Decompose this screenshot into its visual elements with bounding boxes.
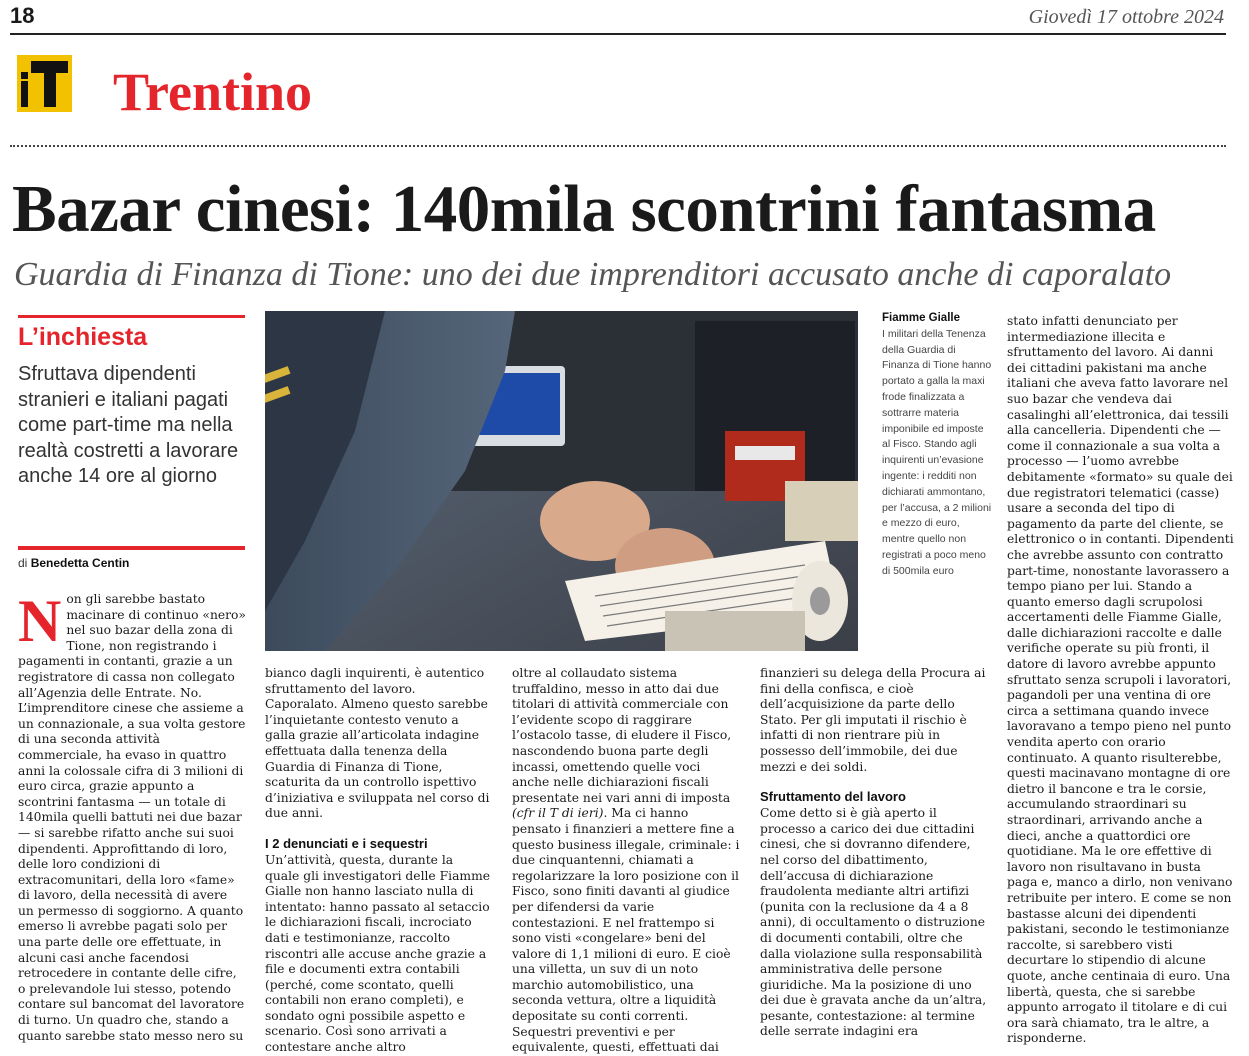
byline-author: Benedetta Centin [30, 556, 130, 570]
photo-illustration [265, 311, 858, 651]
article-column-3 [512, 666, 740, 1056]
column-2-text-continued: Un’attività, questa, durante la quale gli investigatori delle Fiamme Gialle non hanno lasciato nulla di intentato: hanno passato al setaccio le dichiarazioni fiscali, incrociato dati e testimonianze, raccolto riscontri alle accuse anche grazie a file e documenti extra contabili (perché, come scontato, quelli contabili non erano completi), e sondato ogni possibile aspetto e scenario. Così sono arrivati a contestare anche altro [265, 852, 491, 1055]
article-photo [265, 311, 858, 651]
dotted-divider [10, 145, 1226, 147]
caption-title: Fiamme Gialle [882, 312, 960, 324]
column-5-text: stato infatti denunciato per intermediazione illecita e sfruttamento del lavoro. Ai danni dei cittadini pakistani ma anche italiani che aveva fatto lavorare nel suo bazar che vendeva dai casalinghi all’elettronica, dai tessili alla cancelleria. Dipendenti che — come il connazionale a sua volta a processo — l’uomo avrebbe debitamente «formato» su quale dei due registratori telematici (casse) usare a seconda del tipo di pagamento da parte del cliente, se elettronico o in contanti. Dipendenti che avrebbe assunto con contratto part-time, nonostante lavorassero a tempo piano per lui. Stando a quanto emerso dagli scrupolosi accertamenti delle Fiamme Gialle, dalle dichiarazioni raccolte e dalle verifiche operate su più fronti, il datore di lavoro avrebbe appunto sfruttato senza scrupoli i lavoratori, pagandoli per una ventina di ore circa a settimana quando invece lavoravano a tempo pieno nel punto vendita aperto con orario continuato. A quanto risulterebbe, questi macinavano montagne di ore dietro il bancone e tra le corsie, accumulando straordinari su straordinari, arrivando anche a dieci, anche a quattordici ore quotidiane. Ma le ore effettive di lavoro non risultavano in busta paga e, manco a dirlo, non venivano retribuite per intero. E come se non bastasse alcuni dei dipendenti pakistani, secondo le testimonianze raccolte, si sarebbero visti decurtare lo stipendio di alcune quote, anche centinaia di euro. Una libertà, questa, che si sarebbe appunto arrogato il titolare e di cui ora sarà chiamato, tra le altre, a risponderne. [1007, 314, 1234, 1046]
article-column-4 [760, 666, 990, 1040]
subheadline: Guardia di Finanza di Tione: uno dei due imprenditori accusato anche di caporalato [14, 256, 1172, 293]
article-column-1 [18, 588, 246, 1044]
column-1-text: on gli sarebbe bastato macinare di continuo «nero» nel suo bazar della zona di Tione, non registrando i pagamenti in contanti, grazie a un registratore di cassa non collegato all’Agenzia delle Entrate. No. L’imprenditore cinese che assieme a un connazionale, a sua volta gestore di una seconda attività commerciale, ha evaso in quattro anni la colossale cifra di 3 milioni di euro circa, grazie appunto a scontrini fantasma — un totale di 140mila quelli battuti nei due bazar — si sarebbe rifatto anche sui suoi dipendenti. Approfittando di loro, delle loro condizioni di extracomunitari, della loro «fame» di lavoro, della necessità di avere un permesso di soggiorno. A quanto emerso li avrebbe pagati solo per una parte delle ore effettuate, in alcuni casi anche facendosi retrocedere in contante delle cifre, o prelevandole lui stesso, potendo contare sul bancomat del lavoratore di turno. Un quadro che, stando a quanto sarebbe stato messo nero su [18, 592, 246, 1043]
column-2-subheading: I 2 denunciati e i sequestri [265, 835, 428, 851]
column-3-text-b: . Ma ci hanno pensato i finanzieri a mettere fine a questo business illegale, criminale: i due cinquantenni, chiamati a regolarizzare la loro posizione con il Fisco, sono finiti davanti al giudice per difendersi da varie contestazioni. E nel frattempo si sono visti «congelare» beni del valore di 1,1 milioni di euro. E cioè una villetta, un suv di un noto marchio automobilistico, una seconda vettura, oltre a liquidità depositate su conti correnti. Sequestri preventivi e per equivalente, questi, effettuati dai [512, 806, 740, 1055]
article-column-2 [265, 666, 491, 1056]
article-column-5 [1007, 314, 1235, 1047]
sidebar-label: L’inchiesta [18, 323, 148, 351]
column-3-reference: (cfr il T di ieri) [512, 806, 604, 821]
newspaper-logo [17, 55, 72, 112]
byline [18, 556, 129, 570]
sidebar-summary: Sfruttava dipendenti stranieri e italiani pagati come part-time ma nella realtà costretti a lavorare anche 14 ore al giorno [18, 363, 239, 487]
issue-date: Giovedì 17 ottobre 2024 [1028, 6, 1224, 28]
section-title: Trentino [113, 62, 313, 122]
column-2-text: bianco dagli inquirenti, è autentico sfruttamento del lavoro. Caporalato. Almeno questo sarebbe l’inquietante contesto venuto a galla grazie all’articolata indagine effettuata dalla tenenza della Guardia di Finanza di Tione, scaturita da un controllo ispettivo d’iniziativa e sviluppata nel corso di due anni. [265, 666, 490, 821]
drop-cap: N [18, 588, 62, 654]
page-number: 18 [10, 3, 35, 28]
sidebar-top-rule [18, 315, 245, 318]
column-4-text: finanzieri su delega della Procura ai fini della confisca, e cioè dell’acquisizione da parte dello Stato. Per gli imputati il rischio è infatti di non rientrare più in possesso dell’immobile, dei due mezzi e dei soldi. [760, 666, 986, 774]
byline-prefix: di [18, 556, 28, 570]
column-3-text [512, 666, 740, 1056]
photo-caption [882, 311, 994, 580]
column-4-subheading: Sfruttamento del lavoro [760, 789, 906, 805]
headline: Bazar cinesi: 140mila scontrini fantasma [12, 172, 1156, 246]
column-4-text-continued: Come detto si è già aperto il processo a carico dei due cittadini cinesi, che si dovranno difendere, nel corso del dibattimento, dell’accusa di dichiarazione fraudolenta mediante altri artifizi (punita con la reclusione da 4 a 8 anni), di occultamento o distruzione di documenti contabili, oltre che dalla violazione sulla responsabilità amministrativa delle persone giuridiche. Ma la posizione di uno dei due è gravata anche da un’altra, pesante, contestazione: al termine delle serrate indagini era [760, 806, 987, 1039]
column-3-text-a: oltre al collaudato sistema truffaldino, messo in atto dai due titolari di attività commerciale con l’evidente scopo di raggirare l’ostacolo tasse, di eludere il Fisco, nascondendo buona parte degli incassi, omettendo quelle voci anche nelle dichiarazioni fiscali presentate nei vari anni di imposta [512, 666, 732, 805]
top-rule [10, 33, 1226, 35]
sidebar-bottom-rule [18, 546, 245, 550]
caption-text: I militari della Tenenza della Guardia di Finanza di Tione hanno portato a galla la maxi frode finalizzata a sottrarre materia imponibile ed imposte al Fisco. Stando agli inquirenti un’evasione ingente: i redditi non dichiarati ammontano, per l’accusa, a 2 milioni e mezzo di euro, mentre quello non registrati a poco meno di 500mila euro [882, 327, 992, 577]
